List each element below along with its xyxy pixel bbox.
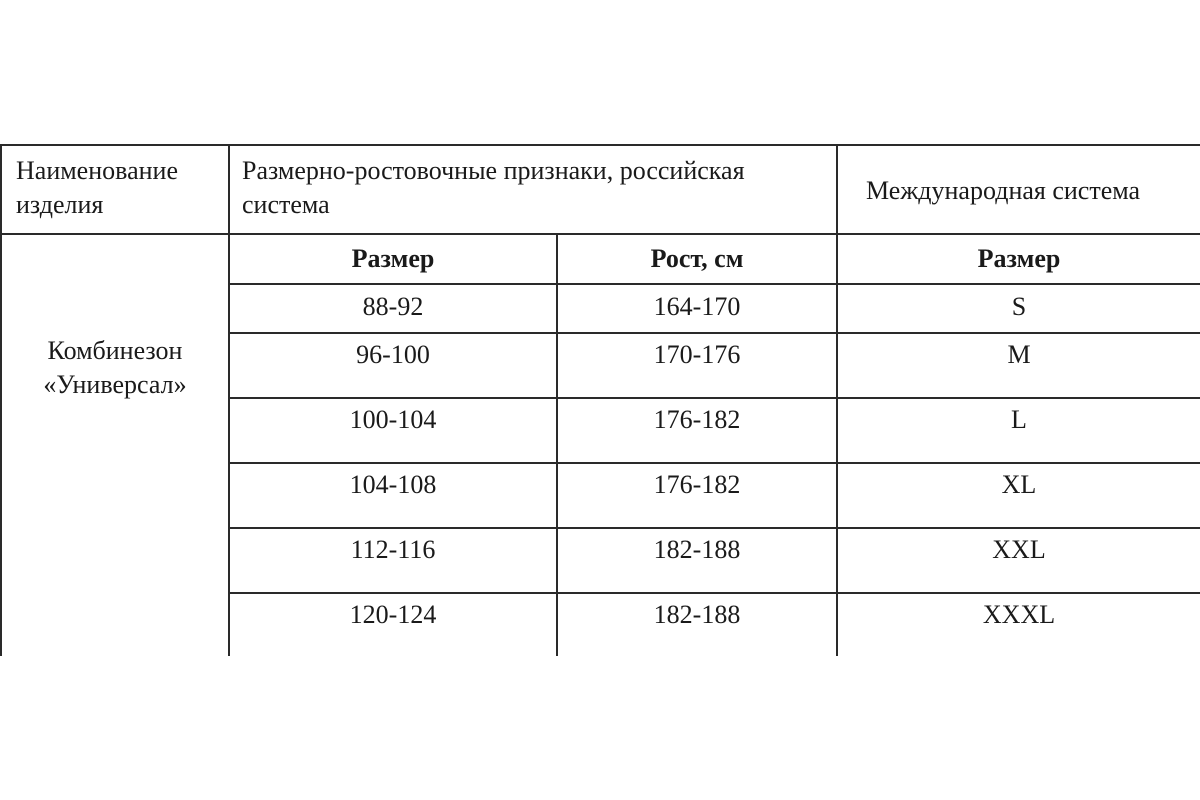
row-intl-size: L <box>1011 405 1027 434</box>
row-divider <box>228 462 1200 464</box>
row-size: 88-92 <box>362 292 424 321</box>
row-size: 96-100 <box>356 340 430 369</box>
row-height: 182-188 <box>653 600 741 629</box>
row-intl-size: M <box>1007 340 1031 369</box>
row-size: 100-104 <box>349 405 437 434</box>
row-intl-size: XL <box>1001 470 1037 499</box>
row-height: 164-170 <box>653 292 741 321</box>
row-intl-size: XXXL <box>982 600 1056 629</box>
row-size: 120-124 <box>349 600 437 629</box>
row-height: 176-182 <box>653 470 741 499</box>
header-russian-system <box>242 154 745 222</box>
column-divider <box>836 144 838 656</box>
row-height: 170-176 <box>653 340 741 369</box>
row-divider <box>228 332 1200 334</box>
header-international-system: Международная система <box>866 176 1141 205</box>
header-russian-system-line2: система <box>242 190 330 219</box>
header-product-name-line1: Наименование <box>16 156 178 185</box>
header-product-name <box>16 154 178 222</box>
row-height: 182-188 <box>653 535 741 564</box>
header-divider <box>0 233 1200 235</box>
row-intl-size: S <box>1011 292 1027 321</box>
header-russian-system-line1: Размерно-ростовочные признаки, российская <box>242 156 745 185</box>
subheader-size: Размер <box>351 244 435 273</box>
subheader-intl-size: Размер <box>977 244 1061 273</box>
product-name <box>2 334 228 402</box>
column-divider <box>228 144 230 656</box>
product-name-line2: «Универсал» <box>43 370 187 399</box>
row-divider <box>228 592 1200 594</box>
header-product-name-line2: изделия <box>16 190 104 219</box>
row-height: 176-182 <box>653 405 741 434</box>
row-size: 112-116 <box>350 535 436 564</box>
product-name-line1: Комбинезон <box>47 336 183 365</box>
subheader-divider <box>228 283 1200 285</box>
row-intl-size: XXL <box>992 535 1046 564</box>
row-size: 104-108 <box>349 470 437 499</box>
size-table <box>0 144 1200 656</box>
row-divider <box>228 397 1200 399</box>
row-divider <box>228 527 1200 529</box>
subheader-height: Рост, см <box>650 244 744 273</box>
table-top-border <box>0 144 1200 146</box>
